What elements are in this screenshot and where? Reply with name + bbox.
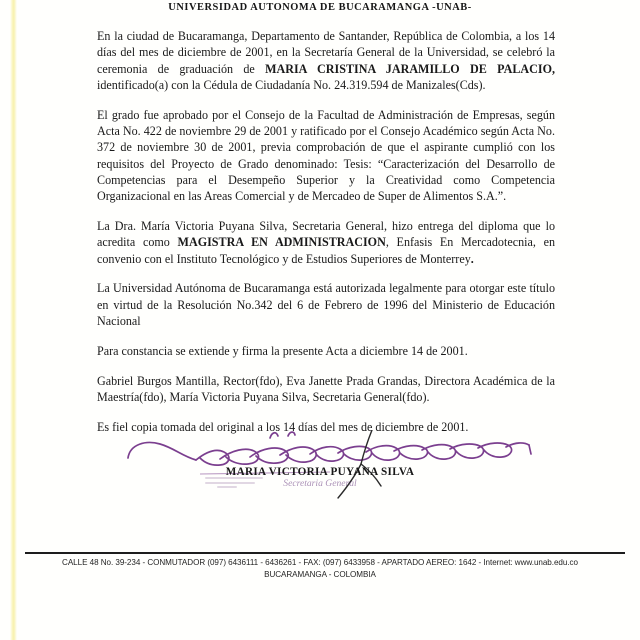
text-run: Gabriel Burgos Mantilla, Rector(fdo), Eva Janette Prada Grandas, Directora Académica de la Maestría(fdo), María Victoria Puyana Silva, Secretaria General(fdo). [97, 373, 555, 404]
emphasized-run: . [470, 251, 474, 266]
text-run: La Dra. María Victoria Puyana Silva, Secretaria General, hizo entrega del diploma que lo acredita como [97, 218, 555, 250]
paragraph-approval [97, 107, 555, 205]
paragraph-diploma-delivery [97, 218, 555, 267]
page-title: UNIVERSIDAD AUTONOMA DE BUCARAMANGA -UNAB- [168, 2, 472, 13]
official-stamp-icon [205, 477, 267, 499]
emphasized-run: MAGISTRA EN ADMINISTRACION [177, 235, 386, 250]
signature-role-label: Secretaria General [283, 478, 357, 489]
paragraph-legal-authorization [97, 280, 555, 329]
footer-divider [25, 552, 625, 554]
document-body [97, 28, 555, 435]
footer [0, 557, 640, 580]
footer-location-line: BUCARAMANGA - COLOMBIA [264, 569, 376, 579]
text-run: El grado fue aprobado por el Consejo de la Facultad de Administración de Empresas, según Acta No. 422 de noviembre 29 de 2001 y ratificado por el Consejo Académico según Acta No. 372 de noviembre 30 de 2001, previa comprobación de que el aspirante cumplió con los requisitos del Proyecto de Grado denominado: Tesis: “Caracterización del Desarrollo de Competencias para el Desempeño Superior y la Creatividad como Competencia Organizacional en las Areas Comercial y de Mercadeo de Super de Alimentos S.A.”. [97, 107, 555, 204]
text-run: , Enfasis En Mercadotecnia, en convenio con el Instituto Tecnológico y de Estudios Superiores de Monterrey [97, 235, 555, 266]
text-run: Es fiel copia tomada del original a los 14 días del mes de diciembre de 2001. [97, 419, 469, 434]
text-run: identificado(a) con la Cédula de Ciudadanía No. 24.319.594 de Manizales(Cds). [97, 77, 486, 92]
scan-artifact-band [10, 0, 17, 640]
text-run: En la ciudad de Bucaramanga, Departamento de Santander, República de Colombia, a los 14 días del mes de diciembre de 2001, en la Secretaría General de la Universidad, se celebró la ceremonia de graduación de [97, 29, 555, 76]
emphasized-run: MARIA CRISTINA JARAMILLO DE PALACIO, [265, 61, 555, 76]
paragraph-ceremony [97, 28, 555, 93]
text-run: La Universidad Autónoma de Bucaramanga está autorizada legalmente para otorgar este título en virtud de la Resolución No.342 del 6 de Febrero de 1996 del Ministerio de Educación Nacional [97, 281, 555, 328]
signature-block [0, 430, 640, 540]
footer-contact-line: CALLE 48 No. 39-234 - CONMUTADOR (097) 6436111 - 6436261 - FAX: (097) 6433958 - APARTADO AEREO: 1642 - Internet: www.unab.edu.co [62, 558, 578, 567]
text-run: Para constancia se extiende y firma la presente Acta a diciembre 14 de 2001. [97, 343, 468, 358]
paragraph-constancia [97, 343, 555, 359]
paragraph-signatories [97, 373, 555, 406]
signature-printed-name: MARIA VICTORIA PUYANA SILVA [225, 466, 415, 478]
